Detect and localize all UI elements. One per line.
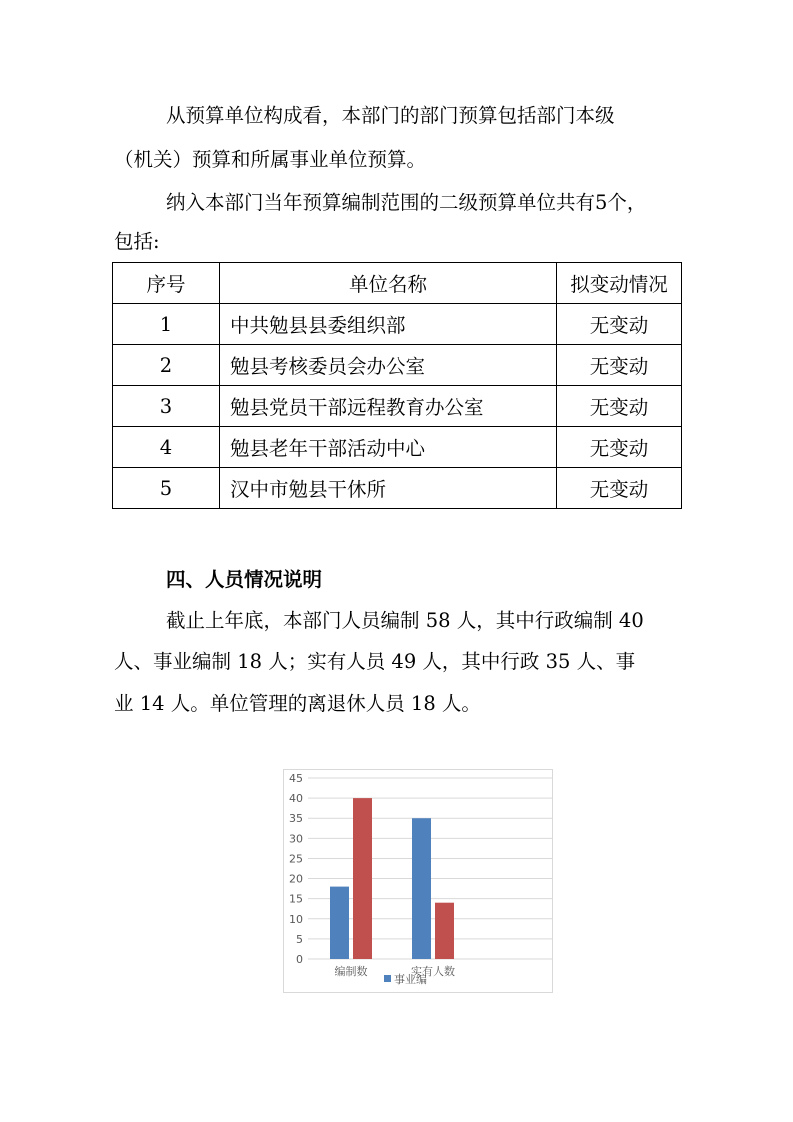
y-tick-label: 35 [289, 812, 303, 826]
row-index: 5 [113, 468, 220, 509]
y-tick-label: 25 [289, 852, 303, 866]
table-row [113, 468, 682, 509]
row-name: 勉县老年干部活动中心 [220, 427, 557, 468]
y-tick-label: 10 [289, 912, 303, 926]
table-row [113, 345, 682, 386]
section-4-title: 四、人员情况说明 [166, 568, 323, 591]
table-row [113, 427, 682, 468]
row-index: 1 [113, 304, 220, 345]
paragraph-1-line-2: （机关）预算和所属事业单位预算。 [114, 148, 427, 171]
header-index: 序号 [113, 263, 220, 304]
legend-label: 事业编 [394, 973, 427, 986]
paragraph-2-line-2: 包括: [114, 230, 160, 253]
section-4-line-3: 业 14 人。单位管理的离退休人员 18 人。 [114, 692, 481, 715]
header-change: 拟变动情况 [557, 263, 682, 304]
row-change: 无变动 [557, 468, 682, 509]
y-tick-label: 40 [289, 792, 303, 806]
row-name: 汉中市勉县干休所 [220, 468, 557, 509]
y-tick-label: 20 [289, 872, 303, 886]
table-header-row [113, 263, 682, 304]
y-tick-label: 5 [296, 932, 303, 946]
chart-svg [284, 770, 554, 994]
row-change: 无变动 [557, 304, 682, 345]
y-tick-label: 15 [289, 892, 303, 906]
bar [353, 798, 372, 959]
row-change: 无变动 [557, 427, 682, 468]
legend-swatch [384, 975, 391, 982]
y-tick-label: 0 [296, 953, 303, 966]
row-name: 勉县考核委员会办公室 [220, 345, 557, 386]
paragraph-2-line-1: 纳入本部门当年预算编制范围的二级预算单位共有5个， [166, 191, 647, 214]
row-change: 无变动 [557, 386, 682, 427]
row-index: 2 [113, 345, 220, 386]
section-4-line-2: 人、事业编制 18 人；实有人员 49 人，其中行政 35 人、事 [114, 650, 636, 673]
table-row [113, 386, 682, 427]
row-change: 无变动 [557, 345, 682, 386]
x-category-label: 实有人数 [411, 965, 455, 978]
row-index: 4 [113, 427, 220, 468]
bar [435, 903, 454, 959]
units-table [112, 262, 682, 509]
header-name: 单位名称 [220, 263, 557, 304]
section-4-line-1: 截止上年底，本部门人员编制 58 人，其中行政编制 40 [166, 609, 644, 632]
row-index: 3 [113, 386, 220, 427]
paragraph-1-line-1: 从预算单位构成看，本部门的部门预算包括部门本级 [166, 104, 615, 127]
y-tick-label: 45 [289, 772, 303, 785]
x-category-label: 编制数 [334, 965, 368, 978]
bar [330, 887, 349, 959]
row-name: 中共勉县县委组织部 [220, 304, 557, 345]
bar [412, 818, 431, 959]
row-name: 勉县党员干部远程教育办公室 [220, 386, 557, 427]
table-row [113, 304, 682, 345]
y-tick-label: 30 [289, 832, 303, 846]
staff-chart [283, 769, 553, 993]
